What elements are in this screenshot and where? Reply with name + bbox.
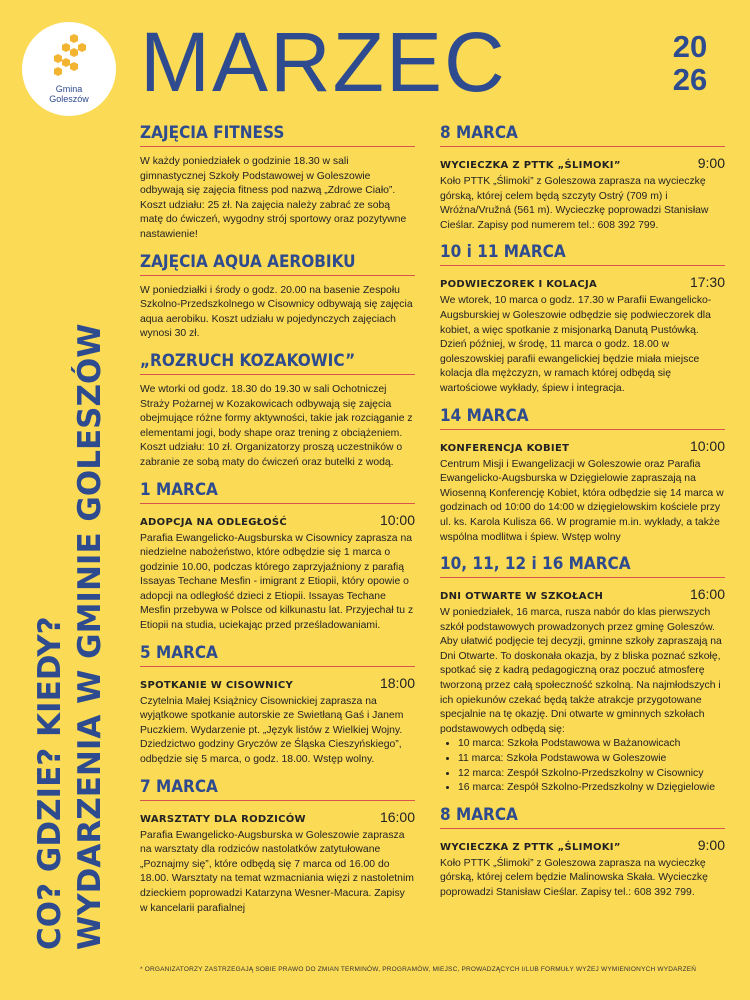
- section-7-marca: [140, 776, 415, 917]
- vertical-heading-line2: WYDARZENIA W GMINIE GOLESZÓW: [72, 323, 108, 950]
- divider: [140, 374, 415, 375]
- year-badge: [660, 30, 720, 96]
- section-1-marca: [140, 479, 415, 634]
- event-description: Parafia Ewangelicko-Augsburska w Goleszowie zaprasza na warsztaty dla rodziców nastolatków zatytułowane „Poznajmy się”, które odbędą się 7 marca od 16.00 do 18.00. Warsztaty na temat wzmacniania więzi z nastoletnim dzieckiem poprowadzi Katarzyna Wesner-Macura. Zapisy w kancelarii parafialnej: [140, 829, 414, 914]
- event-header: [440, 837, 725, 853]
- divider: [440, 146, 725, 147]
- vertical-heading: [30, 150, 110, 950]
- event-description: Centrum Misji i Ewangelizacji w Goleszowie oraz Parafia Ewangelicko-Augsburska w Dzięgielowie zapraszają na Wiosenną Konferencję Kobiet, która odbędzie się 14 marca w godzinach od 10:00 do 14:00 w dzięgielowskim kościele przy ul. ks. Karola Kulisza 66. W programie m.in. wykłady, a także wspólna modlitwa i śpiew. Wstęp wolny: [440, 458, 724, 543]
- event-name: PODWIECZOREK I KOLACJA: [440, 279, 598, 291]
- footer-note: * ORGANIZATORZY ZASTRZEGAJĄ SOBIE PRAWO DO ZMIAN TERMINÓW, PROGRAMÓW, MIEJSC, PROWADZĄCYCH I/LUB FORMUŁY WYŻEJ WYMIENIONYCH WYDARZEŃ: [140, 966, 697, 973]
- section-description: W poniedziałki i środy o godz. 20.00 na basenie Zespołu Szkolno-Przedszkolnego w Cisownicy odbywają się zajęcia aqua aerobiku. Koszt udziału w pojedynczych zajęciach wynosi 30 zł.: [140, 284, 413, 340]
- section-8-marca: [440, 122, 725, 233]
- event-time: 17:30: [689, 274, 725, 291]
- section-title: „ROZRUCH KOZAKOWIC”: [140, 350, 356, 371]
- section-8-marca-second: [440, 804, 725, 901]
- section-title: 8 MARCA: [440, 123, 518, 143]
- logo-text-line1: Gmina: [55, 84, 83, 94]
- event-header: [140, 809, 415, 825]
- event-header: [140, 675, 415, 691]
- section-description: W każdy poniedziałek o godzinie 18.30 w sali gimnastycznej Szkoły Podstawowej w Goleszowie odbywają się zajęcia fitness pod nazwą „Zdrowe Ciało”. Koszt udziału: 25 zł. Na zajęcia należy zabrać ze sobą matę do ćwiczeń, wygodny strój sportowy oraz pozytywne nastawienie!: [140, 156, 407, 240]
- section-rozruch: [140, 350, 415, 471]
- event-time: 18:00: [379, 674, 415, 691]
- event-time: 9:00: [697, 836, 725, 853]
- event-header: [440, 438, 725, 454]
- event-name: ADOPCJA NA ODLEGŁOŚĆ: [140, 516, 288, 528]
- event-header: [440, 274, 725, 290]
- logo-text-line2: Goleszów: [49, 94, 89, 104]
- divider: [140, 275, 415, 276]
- section-title: 7 MARCA: [140, 776, 218, 797]
- section-title: 10 i 11 MARCA: [440, 242, 566, 263]
- year-top: 20: [672, 29, 708, 64]
- event-description: We wtorek, 10 marca o godz. 17.30 w Parafii Ewangelicko-Augsburskiej w Goleszowie odbędzie się podwieczorek dla kobiet, a więc spotkanie z misjonarką Danutą Pustówką. Dzień później, w środę, 11 marca o godz. 18.00 w goleszowskiej parafii ewangelickiej będzie miała miejsce kolacja dla mężczyzn, w ramach której odbędą się wartościowe wykłady, śpiew i integracja.: [440, 295, 712, 394]
- section-title: 8 MARCA: [440, 804, 518, 825]
- divider: [440, 265, 725, 266]
- divider: [440, 577, 725, 578]
- event-header: [440, 155, 725, 171]
- section-fitness: [140, 122, 415, 243]
- divider: [140, 666, 415, 667]
- section-description: We wtorki od godz. 18.30 do 19.30 w sali Ochotniczej Straży Pożarnej w Kozakowicach odbywają się zajęcia obejmujące różne formy aktywności, takie jak rozciąganie z elementami jogi, body shape oraz trening z obciążeniem. Koszt udziału: 10 zł. Organizatorzy proszą uczestników o zabranie ze sobą maty do ćwiczeń oraz butelki z wodą.: [140, 383, 413, 468]
- list-item: • 10 marca: Szkoła Podstawowa w Bażanowicach: [458, 737, 725, 752]
- section-title: ZAJĘCIA AQUA AEROBIKU: [140, 251, 356, 272]
- event-name: SPOTKANIE W CISOWNICY: [140, 679, 294, 691]
- divider: [440, 828, 725, 829]
- vertical-heading-line1: CO? GDZIE? KIEDY?: [32, 616, 68, 950]
- section-title: ZAJĘCIA FITNESS: [140, 123, 285, 143]
- divider: [140, 503, 415, 504]
- honeycomb-icon: [52, 32, 88, 78]
- event-description: Parafia Ewangelicko-Augsburska w Cisownicy zaprasza na niedzielne nabożeństwo, które odbędzie się 1 marca o godzinie 10.00, podczas którego zaprzyjaźniony z parafią Issayas Techane Mesfin - imigrant z Etiopii, który opowie o adopcji na odległość dzieci z Etiopii. Issayas Techane Mesfin przebywa w Polsce od kilkunastu lat. Przyjechał tu z Etiopii na studia, uciekając przed prześladowaniami.: [140, 532, 414, 632]
- event-name: WYCIECZKA Z PTTK „ŚLIMOKI”: [440, 160, 621, 171]
- schools-list: [440, 737, 725, 795]
- section-5-marca: [140, 642, 415, 768]
- list-item: • 12 marca: Zespół Szkolno-Przedszkolny w Cisownicy: [458, 767, 725, 782]
- year-bottom: 26: [672, 62, 708, 97]
- section-14-marca: [440, 405, 725, 546]
- left-column: [140, 122, 415, 924]
- section-title: 10, 11, 12 i 16 MARCA: [440, 554, 631, 575]
- section-title: 14 MARCA: [440, 405, 529, 426]
- event-time: 10:00: [379, 511, 415, 528]
- event-header: [440, 586, 725, 602]
- event-name: DNI OTWARTE W SZKOŁACH: [440, 591, 604, 603]
- event-name: WYCIECZKA Z PTTK „ŚLIMOKI”: [440, 841, 621, 853]
- section-title: 5 MARCA: [140, 642, 218, 663]
- event-description: Koło PTTK „Ślimoki” z Goleszowa zaprasza na wycieczkę górską, której celem będą szczyty Ostrý (709 m) i Wróżna/Vružná (561 m). Wycieczkę poprowadzi Stanisław Cieślar. Zapisy pod numerem tel.: 608 392 799.: [440, 176, 709, 231]
- event-time: 16:00: [689, 586, 725, 603]
- event-time: 10:00: [689, 437, 725, 454]
- list-item: • 16 marca: Zespół Szkolno-Przedszkolny w Dzięgielowie: [458, 781, 725, 796]
- divider: [440, 429, 725, 430]
- list-item: • 11 marca: Szkoła Podstawowa w Goleszowie: [458, 752, 725, 767]
- page-title: MARZEC: [140, 15, 507, 109]
- section-dni-otwarte: [440, 553, 725, 796]
- section-title: 1 MARCA: [140, 479, 218, 500]
- right-column: [440, 122, 725, 909]
- gmina-logo: [22, 22, 116, 116]
- event-description: W poniedziałek, 16 marca, rusza nabór do klas pierwszych szkół podstawowych prowadzonych przez gminę Goleszów. Aby ułatwić podjęcie tej decyzji, gminne szkoły zapraszają na Dni Otwarte. To doskonała okazja, by z bliska poznać szkołę, spotkać się z kadrą pedagogiczną oraz poczuć atmosferę tworzoną przez całą społeczność szkolną. Na najmłodszych i ich opiekunów czekać będą także atrakcje przygotowane specjalnie na tę okazję. Dni otwarte w gminnych szkołach podstawowych odbędą się:: [440, 607, 722, 735]
- event-time: 16:00: [379, 808, 415, 825]
- event-description: Koło PTTK „Ślimoki” z Goleszowa zaprasza na wycieczkę górską, której celem będzie Malinowska Skała. Wycieczkę poprowadzi Stanisław Cieślar. Zapisy tel.: 608 392 799.: [440, 857, 708, 898]
- event-name: WARSZTATY DLA RODZICÓW: [140, 813, 306, 825]
- section-aqua: [140, 251, 415, 342]
- divider: [140, 146, 415, 147]
- divider: [140, 800, 415, 801]
- section-10-11-marca: [440, 241, 725, 396]
- event-time: 9:00: [697, 155, 725, 171]
- event-name: KONFERENCJA KOBIET: [440, 442, 570, 454]
- event-description: Czytelnia Małej Książnicy Cisownickiej zaprasza na wyjątkowe spotkanie autorskie ze Swietłaną Gaś i Janem Puczkiem. Wydarzenie pt. „Język listów z Wielkiej Wojny. Dziedzictwo godziny Gryczów ze Śląska Cieszyńskiego”, odbędzie się 5 marca, o godz. 18.00. Wstęp wolny.: [140, 695, 404, 766]
- event-header: [140, 512, 415, 528]
